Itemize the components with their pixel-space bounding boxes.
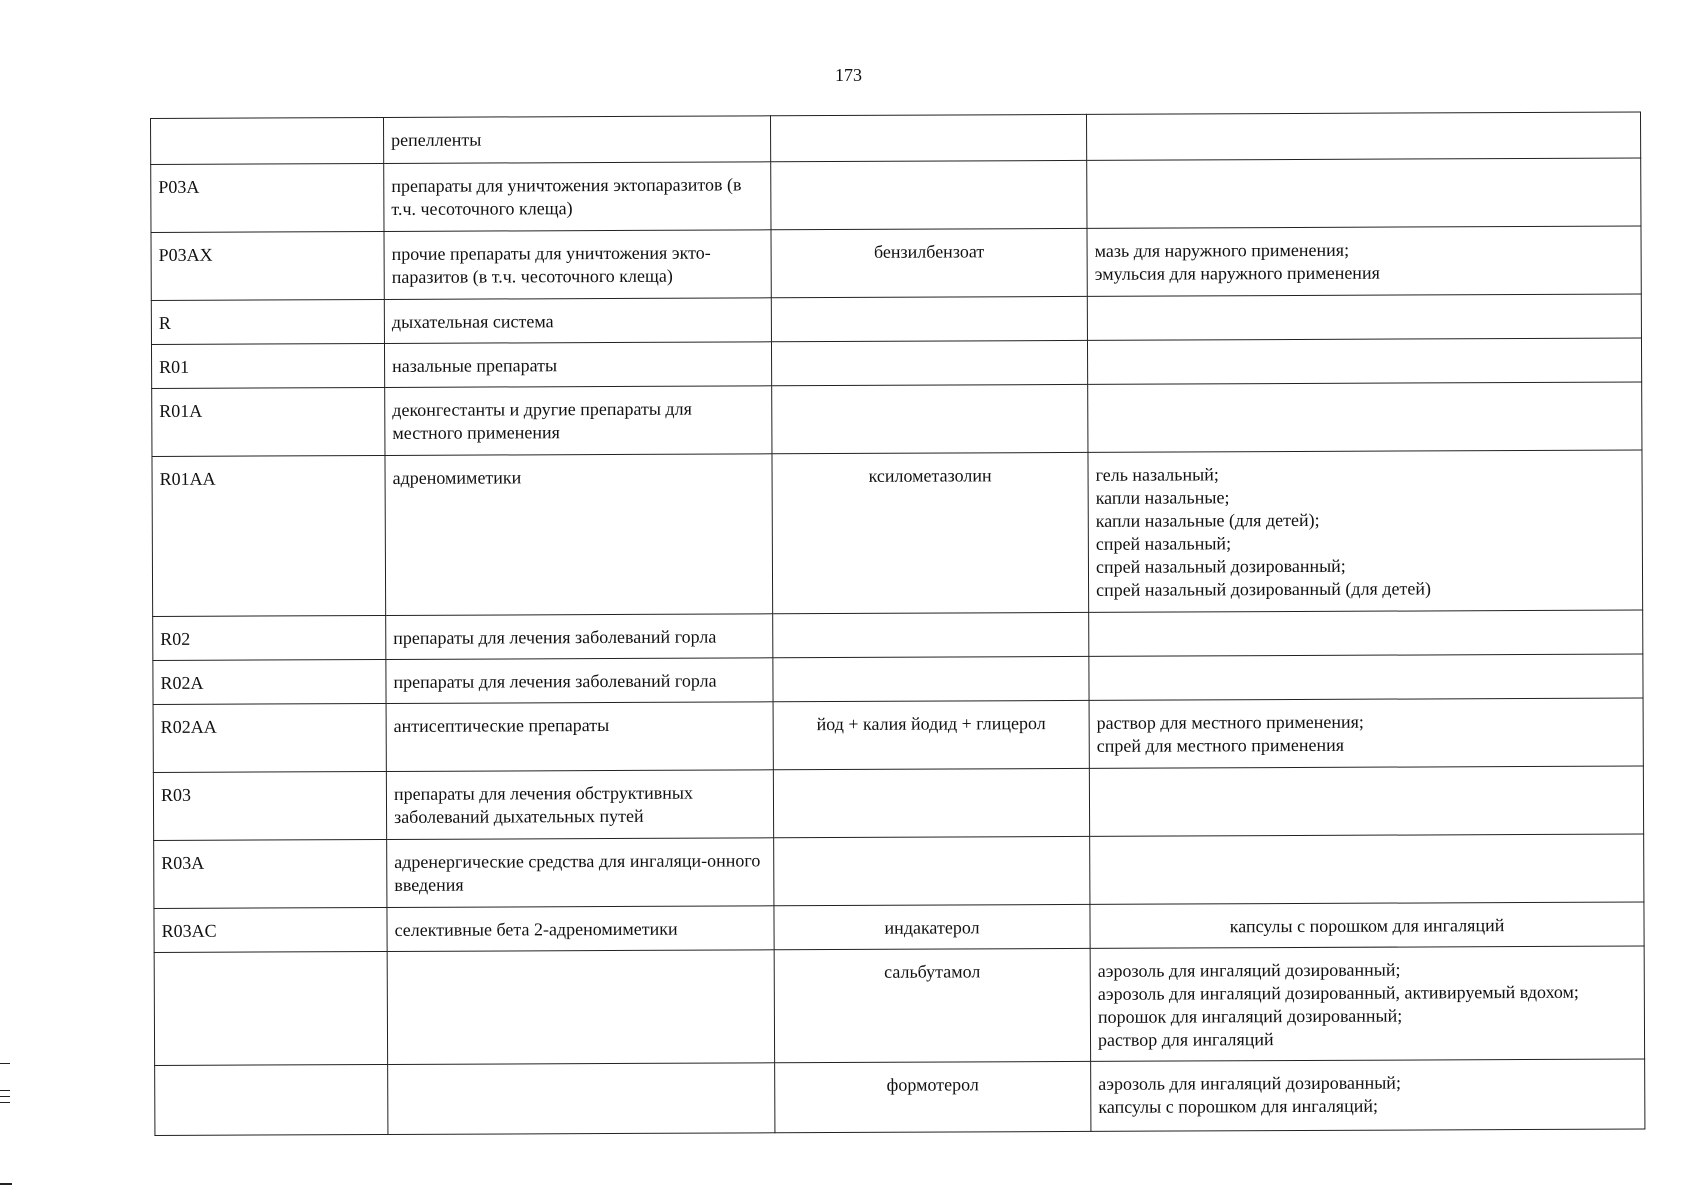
scan-margin-mark xyxy=(0,1063,10,1064)
table-row xyxy=(154,902,1644,953)
pharmacological-group-cell: дыхательная система xyxy=(384,298,771,344)
drug-name-cell: индакатерол xyxy=(774,904,1090,949)
atc-code-cell: R02A xyxy=(153,659,386,704)
dosage-form-line: порошок для ингаляций дозированный; xyxy=(1097,1005,1403,1027)
pharmacological-group-cell: репелленты xyxy=(383,116,770,164)
drug-name-cell: ксилометазолин xyxy=(772,452,1089,613)
dosage-form-line: капсулы с порошком для ингаляций; xyxy=(1098,1095,1379,1117)
dosage-forms-cell xyxy=(1088,450,1643,612)
table-row xyxy=(155,1059,1645,1136)
dosage-forms-cell xyxy=(1089,610,1643,656)
pharmacological-group-cell: антисептические препараты xyxy=(386,702,773,772)
table-row xyxy=(153,766,1643,841)
dosage-form-line: гель назальный; xyxy=(1095,464,1219,485)
dosage-form-line: аэрозоль для ингаляций дозированный; xyxy=(1097,959,1401,981)
dosage-form-line: капли назальные (для детей); xyxy=(1095,509,1320,531)
dosage-forms-cell xyxy=(1091,1059,1645,1131)
drug-name-cell xyxy=(771,340,1087,385)
dosage-form-line: капсулы с порошком для ингаляций xyxy=(1229,915,1505,937)
dosage-forms-cell xyxy=(1088,382,1642,452)
dosage-form-line: раствор для ингаляций xyxy=(1097,1029,1274,1050)
atc-code-cell: P03A xyxy=(151,163,384,232)
pharmacological-group-cell: препараты для лечения обструктивных заболеваний дыхательных путей xyxy=(386,770,773,840)
atc-code-cell: R02AA xyxy=(153,703,386,772)
pharmacological-group-cell xyxy=(387,950,774,1065)
pharmacological-group-cell xyxy=(388,1063,775,1135)
table-row xyxy=(152,450,1643,616)
drug-classification-table xyxy=(150,111,1645,1135)
table-row xyxy=(151,158,1641,233)
dosage-forms-cell xyxy=(1089,766,1643,836)
pharmacological-group-cell: препараты для уничтожения эктопаразитов (в т.ч. чесоточного клеща) xyxy=(384,162,771,232)
dosage-forms-cell xyxy=(1089,654,1643,700)
dosage-form-line: мазь для наружного применения; xyxy=(1094,239,1350,261)
drug-name-cell: сальбутамол xyxy=(774,948,1090,1062)
drug-name-cell xyxy=(773,612,1089,657)
dosage-form-line: аэрозоль для ингаляций дозированный; xyxy=(1098,1072,1401,1094)
scan-margin-mark xyxy=(0,1102,10,1103)
scan-margin-mark xyxy=(0,1090,10,1091)
dosage-form-line: спрей назальный; xyxy=(1095,533,1232,554)
drug-name-cell xyxy=(773,768,1089,837)
atc-code-cell: R03AC xyxy=(154,907,387,952)
table-row xyxy=(151,338,1641,389)
dosage-forms-cell xyxy=(1086,112,1640,160)
pharmacological-group-cell: адреномиметики xyxy=(385,454,773,616)
dosage-forms-cell xyxy=(1090,946,1644,1061)
pharmacological-group-cell: адренергические средства для ингаляци-онного введения xyxy=(387,838,774,908)
pharmacological-group-cell: назальные препараты xyxy=(384,342,771,388)
dosage-forms-cell xyxy=(1087,226,1641,296)
drug-name-cell xyxy=(773,656,1089,701)
drug-name-cell xyxy=(774,836,1090,905)
atc-code-cell: R01 xyxy=(151,343,384,388)
table-row xyxy=(152,382,1642,457)
atc-code-cell: R03 xyxy=(153,771,386,840)
dosage-forms-cell xyxy=(1087,294,1641,340)
atc-code-cell xyxy=(155,1064,388,1135)
table-row xyxy=(154,946,1644,1066)
dosage-form-line: спрей для местного применения xyxy=(1096,734,1345,756)
drug-name-cell xyxy=(771,296,1087,341)
pharmacological-group-cell: препараты для лечения заболеваний горла xyxy=(386,658,773,704)
drug-name-cell xyxy=(770,114,1086,161)
drug-name-cell: йод + калия йодид + глицерол xyxy=(773,700,1089,769)
atc-code-cell: R01A xyxy=(152,387,385,456)
atc-code-cell: R01AA xyxy=(152,455,386,616)
dosage-forms-cell xyxy=(1089,698,1643,768)
pharmacological-group-cell: прочие препараты для уничтожения экто-паразитов (в т.ч. чесоточного клеща) xyxy=(384,230,771,300)
atc-code-cell: R03A xyxy=(154,839,387,908)
table-row xyxy=(153,610,1643,661)
drug-name-cell: бензилбензоат xyxy=(771,228,1087,297)
dosage-forms-cell xyxy=(1087,158,1641,228)
dosage-forms-cell xyxy=(1090,834,1644,904)
document-sheet xyxy=(150,111,1644,1135)
scan-margin-mark xyxy=(0,1183,12,1185)
atc-code-cell: P03AX xyxy=(151,231,384,300)
dosage-form-line: эмульсия для наружного применения xyxy=(1094,262,1380,284)
table-row xyxy=(151,226,1641,301)
dosage-form-line: раствор для местного применения; xyxy=(1096,711,1364,733)
atc-code-cell xyxy=(154,951,387,1065)
table-body xyxy=(151,112,1645,1135)
dosage-form-line: спрей назальный дозированный (для детей) xyxy=(1096,578,1431,600)
pharmacological-group-cell: селективные бета 2-адреномиметики xyxy=(387,906,774,952)
pharmacological-group-cell: препараты для лечения заболеваний горла xyxy=(386,614,773,660)
pharmacological-group-cell: деконгестанты и другие препараты для местного применения xyxy=(385,386,772,456)
table-row xyxy=(154,834,1644,909)
atc-code-cell: R02 xyxy=(153,615,386,660)
drug-name-cell xyxy=(772,384,1088,453)
page-number: 173 xyxy=(835,65,862,85)
table-row xyxy=(153,698,1643,773)
dosage-form-line: капли назальные; xyxy=(1095,487,1230,508)
dosage-forms-cell xyxy=(1087,338,1641,384)
scan-margin-mark xyxy=(0,1096,10,1097)
atc-code-cell xyxy=(151,117,384,164)
dosage-form-line: спрей назальный дозированный; xyxy=(1095,555,1346,577)
dosage-form-line: аэрозоль для ингаляций дозированный, активируемый вдохом; xyxy=(1097,981,1579,1004)
table-row xyxy=(151,112,1641,165)
drug-name-cell xyxy=(771,160,1087,229)
atc-code-cell: R xyxy=(151,299,384,344)
table-row xyxy=(151,294,1641,345)
dosage-forms-cell xyxy=(1090,902,1644,948)
drug-name-cell: формотерол xyxy=(775,1061,1091,1132)
table-row xyxy=(153,654,1643,705)
